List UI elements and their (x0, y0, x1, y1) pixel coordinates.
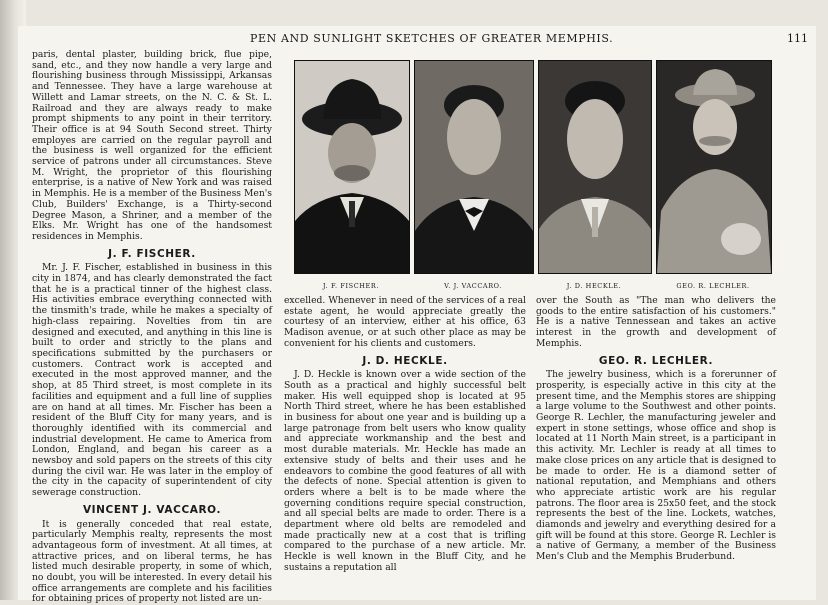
heading-heckle: J. D. HECKLE. (362, 354, 448, 367)
portrait-strip (294, 60, 770, 272)
portrait-vaccaro (414, 60, 534, 274)
portrait-fischer (294, 60, 410, 274)
heading-vaccaro: VINCENT J. VACCARO. (82, 503, 222, 516)
heading-lechler: GEO. R. LECHLER. (598, 354, 714, 367)
page-number: 111 (787, 32, 808, 45)
caption-fischer: J. F. FISCHER. (322, 282, 380, 290)
column-3 (536, 296, 776, 563)
page-header (250, 32, 808, 48)
caption-lechler: GEO. R. LECHLER. (676, 282, 750, 290)
vaccaro-paragraph: It is generally conceded that real estate, particularly Memphis realty, represents the most advantageous form of investment. At all times, at attractive prices, and on liberal terms, he has listed much desirable property, in some of which, no doubt, you will be interested. In every detail his office arrangements are complete and his facilities for obtaining prices of property not listed are un- (32, 518, 272, 605)
portrait-lechler (656, 60, 772, 274)
vaccaro-continued-paragraph: excelled. Whenever in need of the services of a real estate agent, he would appreciate greatly the courtesy of an interview, either at his office, 63 Madison avenue, or at such other place as may be convenient for his clients and customers. (284, 295, 526, 349)
column-2 (284, 296, 526, 574)
portrait-heckle (538, 60, 652, 274)
heading-fischer: J. F. FISCHER. (108, 247, 196, 260)
fischer-paragraph: Mr. J. F. Fischer, established in business in this city in 1874, and has clearly demonstrated the fact that he is a practical tinner of the highest class. His activities embrace everything connected with the tinsmith's trade, while he makes a specialty of high-class repairing. Novelties from tin are designed and executed, and anything in this line is built to order and strictly to the plans and specifications submitted by the purchasers or customers. Contract work is accepted and executed in the most approved manner, and the shop, at 85 Third street, is most complete in its facilities and equipment and a full line of supplies are on hand at all times. Mr. Fischer has been a resident of the Bluff City for many years, and is thoroughly identified with its commercial and industrial development. He came to America from London, England, and began his career as a newsboy and sold papers on the streets of this city during the civil war. He was later in the employ of the city in the capacity of superintendent of city sewerage construction. (32, 262, 272, 499)
heckle-paragraph: J. D. Heckle is known over a wide section of the South as a practical and highly successful belt maker. His well equipped shop is located at 95 North Third street, where he has been established in business for about one year and is building up a large patronage from belt users who know quality and appreciate workmanship and the best and most durable materials. Mr. Heckle has made an extensive study of belts and their uses and he endeavors to combine the good features of all with the defects of none. Special attention is given to orders where a belt is to be made where the governing conditions require special construction, and all special belts are made to order. There is a department where old belts are remodeled and made practically new at a cost that is trifling compared to the purchase of a new article. Mr. Heckle is well known in the Bluff City, and he sustains a reputation all (284, 369, 526, 573)
column-1 (32, 50, 272, 605)
lechler-paragraph: The jewelry business, which is a forerunner of prosperity, is especially active in this city at the present time, and the Memphis stores are shipping a large volume to the Southwest and other points. George R. Lechler, the manufacturing jeweler and expert in stone settings, whose office and shop is located at 11 North Main street, is a participant in this activity. Mr. Lechler is ready at all times to make close prices on any article that is designed to be made to order. He is a diamond setter of national reputation, and Memphians and others who appreciate artistic work are his regular patrons. The floor area is 25x50 feet, and the stock represents the best of the line. Lockets, watches, diamonds and jewelry and everything desired for a gift will be found at this store. George R. Lechler is a native of Germany, a member of the Business Men's Club and the Memphis Bruderbund. (536, 369, 776, 563)
caption-vaccaro: V. J. VACCARO. (444, 282, 502, 290)
wright-continued-paragraph: paris, dental plaster, building brick, flue pipe, sand, etc., and they now handle a very large and flourishing business through Mississippi, Arkansas and Tennessee. They have a large warehouse at Willett and Lamar streets, on the N. C. & St. L. Railroad and they are always ready to make prompt shipments to any point in their territory. Their office is at 94 South Second street. Thirty employes are carried on the regular payroll and the business is well organized for the efficient service of patrons under all circumstances. Steve M. Wright, the proprietor of this flourishing enterprise, is a native of New York and was raised in Memphis. He is a member of the Business Men's Club, Builders' Exchange, is a Thirty-second Degree Mason, a Shriner, and a member of the Elks. Mr. Wright has one of the handsomest residences in Memphis. (32, 49, 272, 242)
caption-heckle: J. D. HECKLE. (566, 282, 622, 290)
running-title: PEN AND SUNLIGHT SKETCHES OF GREATER MEMPHIS. (250, 32, 614, 45)
heckle-continued-paragraph: over the South as "The man who delivers the goods to the entire satisfaction of his customers." He is a native Tennessean and takes an active interest in the growth and development of Memphis. (536, 295, 776, 349)
